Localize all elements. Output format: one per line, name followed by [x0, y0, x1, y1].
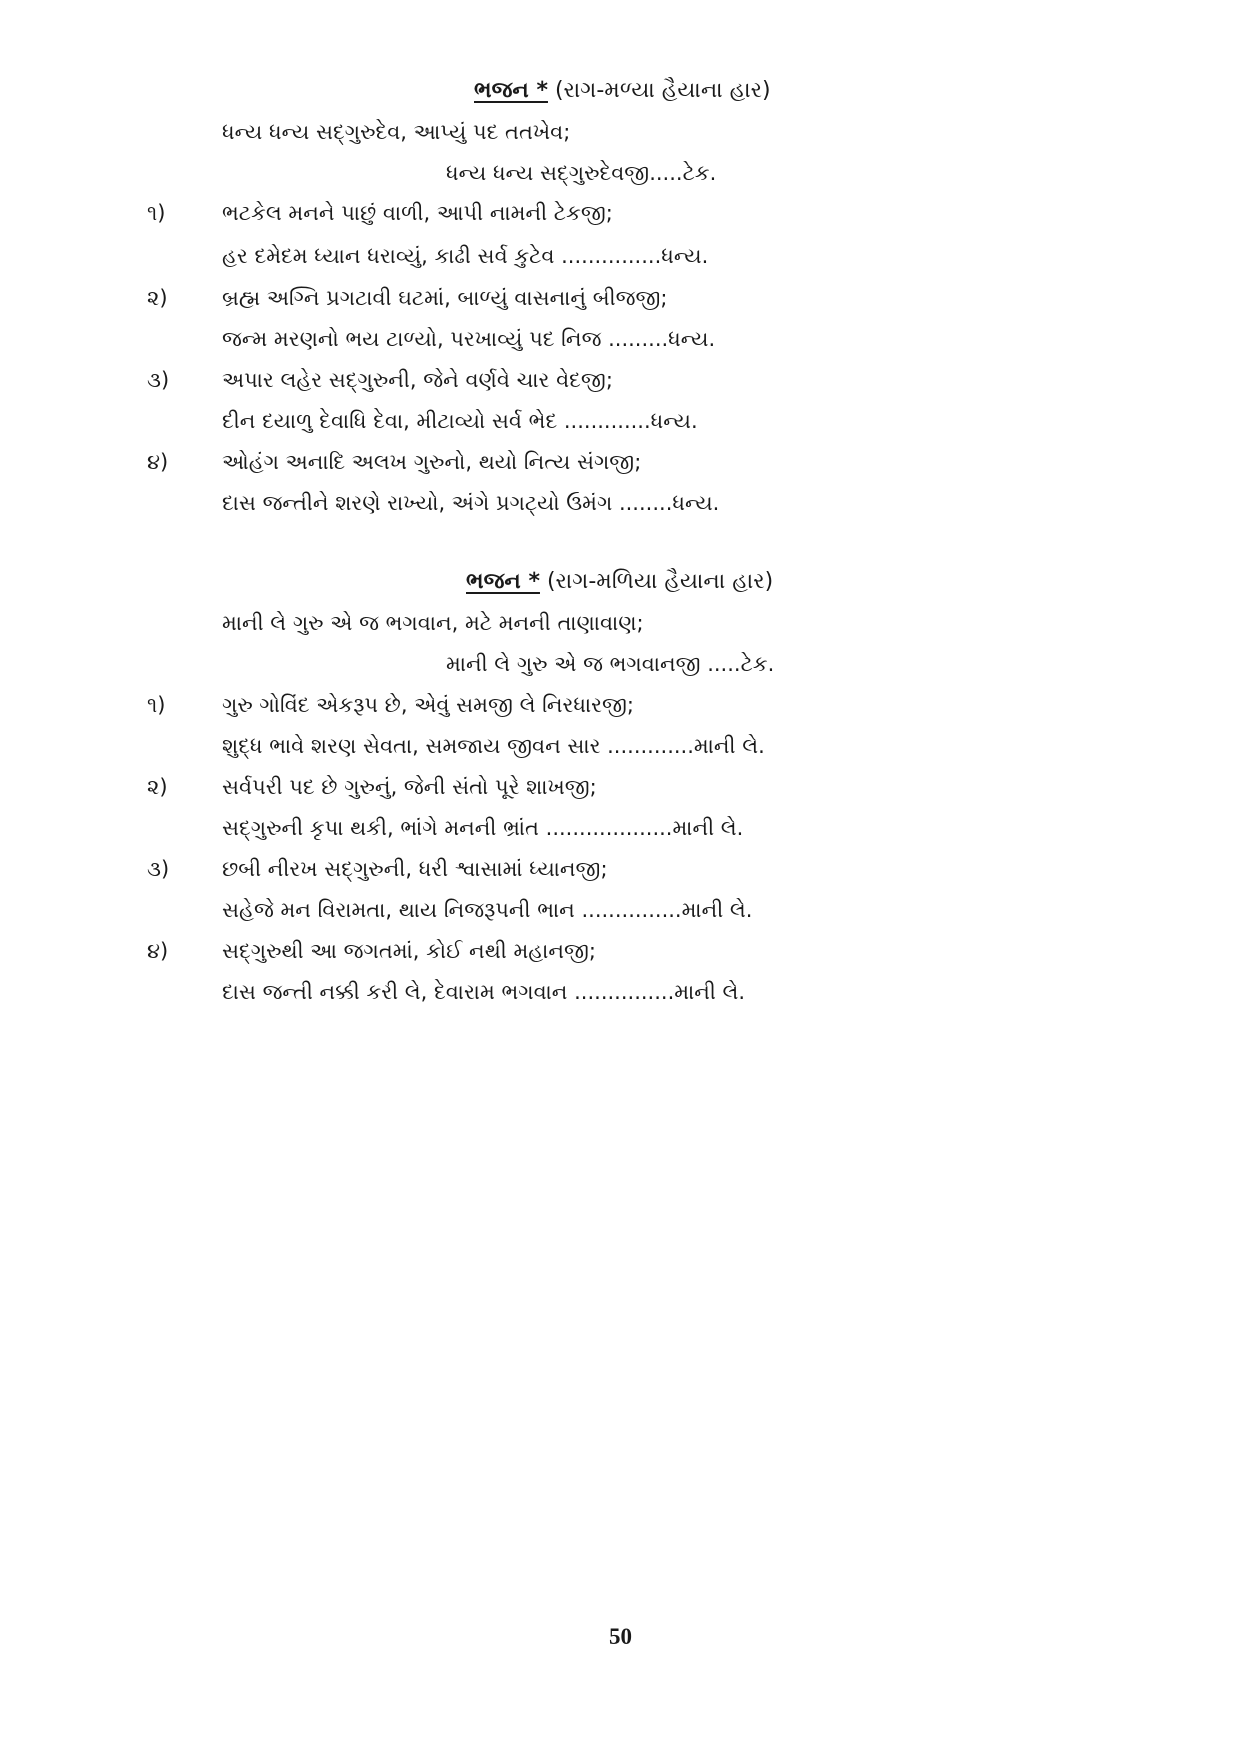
verse-line: દાસ જન્તી નક્કી કરી લે, દેવારામ ભગવાન ...............માની લે. — [222, 980, 746, 1004]
verse-line: અપાર લહેર સદ્ગુરુની, જેને વર્ણવે ચાર વેદજી; — [222, 368, 613, 392]
verse-line: દીન દયાળુ દેવાધિ દેવા, મીટાવ્યો સર્વ ભેદ .............ધન્ય. — [222, 409, 698, 433]
bhajan-heading — [466, 567, 773, 597]
bhajan-heading — [474, 76, 771, 106]
verse-line: સર્વપરી પદ છે ગુરુનું, જેની સંતો પૂરે શાખજી; — [222, 775, 597, 799]
verse-line: બ્રહ્મ અગ્નિ પ્રગટાવી ઘટમાં, બાળ્યું વાસનાનું બીજજી; — [222, 286, 668, 310]
verse-number: ૪) — [147, 939, 169, 963]
verse-line: સદ્ગુરુની કૃપા થકી, ભાંગે મનની ભ્રાંત ...................માની લે. — [222, 816, 744, 840]
verse-line: ભટકેલ મનને પાછું વાળી, આપી નામની ટેકજી; — [222, 201, 613, 225]
verse-line: સદ્ગુરુથી આ જગતમાં, કોઈ નથી મહાનજી; — [222, 939, 597, 963]
verse-number: ૩) — [147, 857, 170, 881]
bhajan-title: ભજન * — [474, 78, 548, 103]
verse-number: ૪) — [147, 450, 169, 474]
verse-number: ૨) — [147, 286, 168, 310]
verse-line: ઓહંગ અનાદિ અલખ ગુરુનો, થયો નિત્ય સંગજી; — [222, 450, 642, 474]
refrain-line-2: માની લે ગુરુ એ જ ભગવાનજી .....ટેક. — [446, 652, 775, 676]
verse-line: જન્મ મરણનો ભય ટાળ્યો, પરખાવ્યું પદ નિજ .........ધન્ય. — [222, 327, 716, 351]
page-number: 50 — [609, 1624, 632, 1649]
verse-line: છબી નીરખ સદ્ગુરુની, ધરી શ્વાસામાં ધ્યાનજી; — [222, 857, 608, 881]
bhajan-raag: (રાગ-મળ્યા હૈયાના હાર) — [547, 78, 771, 103]
verse-line: સહેજે મન વિરામતા, થાય નિજરૂપની ભાન ...............માની લે. — [222, 898, 753, 922]
bhajan-title: ભજન * — [466, 569, 540, 594]
refrain-line-2: ધન્ય ધન્ય સદ્ગુરુદેવજી.....ટેક. — [446, 161, 717, 185]
verse-number: ૧) — [147, 201, 166, 225]
verse-line: હર દમેદમ ધ્યાન ધરાવ્યું, કાઢી સર્વ કુટેવ ...............ધન્ય. — [222, 244, 709, 268]
verse-line: શુદ્ધ ભાવે શરણ સેવતા, સમજાય જીવન સાર .............માની લે. — [222, 734, 765, 758]
refrain-line-1: ધન્ય ધન્ય સદ્ગુરુદેવ, આપ્યું પદ તતખેવ; — [222, 120, 571, 144]
verse-number: ૨) — [147, 775, 168, 799]
verse-line: ગુરુ ગોવિંદ એકરૂપ છે, એવું સમજી લે નિરધારજી; — [222, 693, 634, 717]
bhajan-raag: (રાગ-મળિયા હૈયાના હાર) — [539, 569, 774, 594]
verse-number: ૩) — [147, 368, 170, 392]
refrain-line-1: માની લે ગુરુ એ જ ભગવાન, મટે મનની તાણાવાણ; — [222, 611, 644, 635]
verse-number: ૧) — [147, 693, 166, 717]
verse-line: દાસ જન્તીને શરણે રાખ્યો, અંગે પ્રગટ્યો ઉમંગ ........ધન્ય. — [222, 491, 720, 515]
